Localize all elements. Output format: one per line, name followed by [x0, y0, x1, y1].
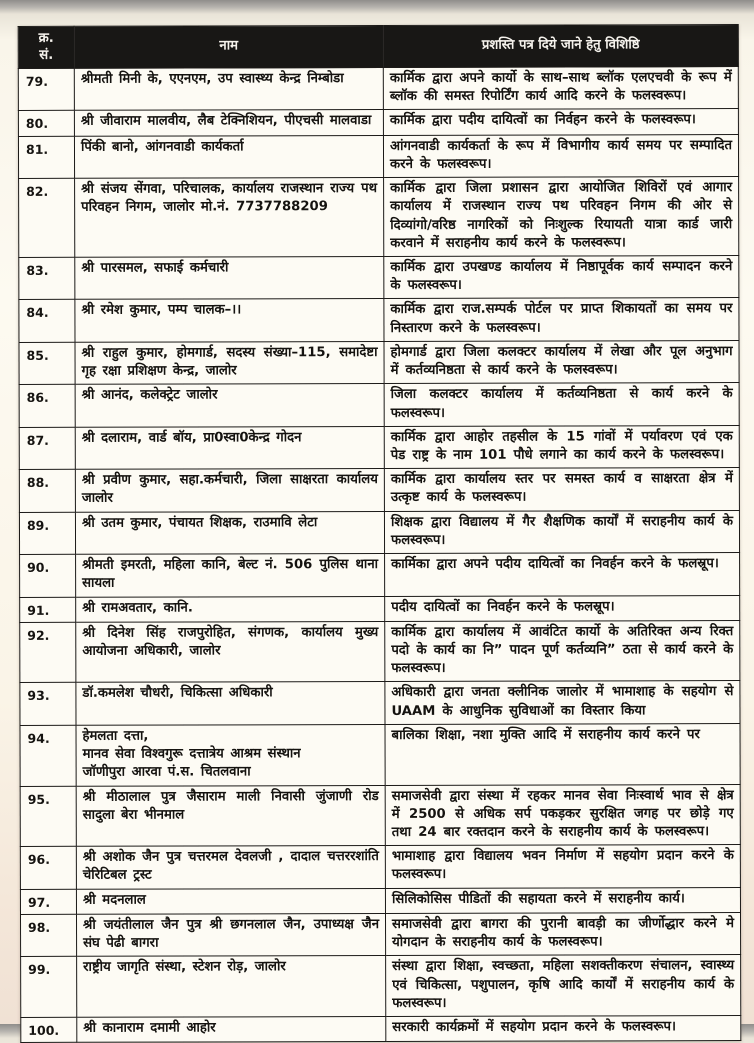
- row-name: श्रीमती इमरती, महिला कानि, बेल्ट नं. 506 पुलिस थाना सायला: [76, 554, 385, 597]
- table-row: [19, 340, 739, 384]
- row-citation-reason: कार्मिका द्वारा अपने पदीय दायित्वों का निवर्हन करने के फलस्रूप।: [385, 553, 740, 596]
- row-serial-number: 81.: [18, 136, 74, 179]
- row-name: श्री मीठालाल पुत्र जैसाराम माली निवासी जुंजाणी रोड सादुला बेरा भीनमाल: [76, 785, 385, 846]
- row-name: श्री राहुल कुमार, होमगार्ड, सदस्य संख्या–115, समादेष्टा गृह रक्षा प्रशिक्षण केन्द्र, जालोर: [75, 341, 384, 384]
- row-citation-reason: बालिका शिक्षा, नशा मुक्ति आदि में सराहनीय कार्य करने पर: [385, 723, 740, 785]
- table-row: [21, 955, 741, 1018]
- table-row: [20, 912, 740, 956]
- row-serial-number: 96.: [20, 846, 76, 889]
- table-row: [19, 256, 739, 300]
- row-citation-reason: कार्मिक द्वारा आहोर तहसील के 15 गांवों में पर्यावरण एवं एक पेड राष्ट्र के नाम 101 पौधे लगाने का कार्य करने के फलस्वरूप।: [384, 425, 739, 468]
- row-name: श्री पारसमल, सफाई कर्मचारी: [75, 256, 384, 299]
- table-row: [19, 177, 739, 258]
- row-serial-number: 84.: [19, 300, 75, 343]
- row-serial-number: 80.: [18, 111, 74, 136]
- row-serial-number: 92.: [20, 622, 76, 683]
- row-name: श्री आनंद, कलेक्ट्रेट जालोर: [75, 384, 384, 427]
- row-name: श्री जयंतीलाल जैन पुत्र श्री छगनलाल जैन, उपाध्यक्ष जैन संघ पेढी बागरा: [76, 913, 385, 956]
- row-citation-reason: अधिकारी द्वारा जनता क्लीनिक जालोर में भामाशाह के सहयोग से UAAM के आधुनिक सुविधाओं का विस्तार किया: [385, 681, 740, 724]
- row-citation-reason: कार्मिक द्वारा पदीय दायित्वों का निर्वहन करने के फलस्वरूप।: [383, 109, 738, 135]
- row-serial-number: 98.: [20, 914, 76, 957]
- row-name: श्री दलाराम, वार्ड बॉय, प्रा0स्वा0केन्द्र गोदन: [75, 426, 384, 469]
- table-row: [20, 887, 740, 914]
- header-row: [18, 25, 738, 69]
- row-name: श्री दिनेश सिंह राजपुरोहित, संगणक, कार्यालय मुख्य आयोजना अधिकारी, जालोर: [76, 621, 385, 682]
- row-citation-reason: समाजसेवी द्वारा बागरा की पुरानी बावड़ी का जीर्णोद्धार करने मे योगदान के सराहनीय कार्य के फलस्वरूप।: [385, 912, 740, 955]
- row-serial-number: 88.: [19, 469, 75, 512]
- row-serial-number: 86.: [19, 385, 75, 428]
- table-body: [18, 67, 741, 1043]
- row-serial-number: 82.: [19, 178, 75, 257]
- row-citation-reason: कार्मिक द्वारा कार्यालय में आवंटित कार्यो के अतिरिक्त अन्य रिक्त पदो के कार्य का नि” पादन पूर्ण कर्तव्यनि” ठता से कार्य करने के फलस्वरूप।: [385, 620, 740, 682]
- table-row: [20, 681, 740, 725]
- row-citation-reason: भामाशाह द्वारा विद्यालय भवन निर्माण में सहयोग प्रदान करने के फलस्वरूप।: [385, 845, 740, 888]
- table-row: [20, 845, 740, 889]
- row-citation-reason: जिला कलक्टर कार्यालय में कर्तव्यनिष्ठता से कार्य करने के फलस्वरूप।: [384, 383, 739, 426]
- row-citation-reason: आंगनवाडी कार्यकर्ता के रूप में विभागीय कार्य समय पर सम्पादित करने के फलस्वरूप।: [383, 134, 738, 177]
- table-header: [18, 25, 738, 69]
- row-citation-reason: संस्था द्वारा शिक्षा, स्वच्छता, महिला सशक्तीकरण संचालन, स्वास्थ्य एवं चिकित्सा, पशुपालन, कृषि आदि कार्यों में सराहनीय कार्य के फलस्वरूप।: [386, 955, 741, 1017]
- table-row: [19, 383, 739, 427]
- awards-table: [18, 24, 742, 1043]
- table-row: [19, 468, 739, 512]
- row-citation-reason: पदीय दायित्वों का निवर्हन करने के फलस्रूप।: [385, 595, 740, 621]
- row-citation-reason: कार्मिक द्वारा अपने कार्यो के साथ–साथ ब्लॉक एलएचवी के रूप में ब्लॉक की समस्त रिपोर्टिंग कार्य आदि करने के फलस्वरूप।: [383, 67, 738, 110]
- row-name: श्री प्रवीण कुमार, सहा.कर्मचारी, जिला साक्षरता कार्यालय जालोर: [75, 469, 384, 512]
- row-citation-reason: कार्मिक द्वारा उपखण्ड कार्यालय में निष्ठापूर्वक कार्य सम्पादन करने के फलस्वरूप।: [384, 256, 739, 299]
- row-citation-reason: सिलिकोसिस पीडितों की सहायता करने में सराहनीय कार्य।: [385, 887, 740, 913]
- header-serial-number: क्र. सं.: [18, 26, 74, 68]
- header-name: नाम: [74, 25, 383, 68]
- row-name: श्री कानाराम दमामी आहोर: [77, 1016, 386, 1042]
- row-name: पिंकी बानो, आंगनवाडी कार्यकर्ता: [74, 135, 383, 178]
- table-row: [18, 134, 738, 178]
- row-serial-number: 89.: [19, 512, 75, 555]
- table-row: [18, 109, 738, 136]
- header-citation-reason: प्रशस्ति पत्र दिये जाने हेतु विशिष्ठि: [383, 25, 738, 68]
- row-name: श्रीमती मिनी के, एएनएम, उप स्वास्थ्य केन्द्र निम्बोडा: [74, 67, 383, 110]
- row-citation-reason: शिक्षक द्वारा विद्यालय में गैर शैक्षणिक कार्यों में सराहनीय कार्य के फलस्वरूप।: [384, 510, 739, 553]
- table-row: [21, 1015, 741, 1042]
- row-serial-number: 94.: [20, 725, 76, 786]
- row-serial-number: 91.: [20, 597, 76, 622]
- row-serial-number: 87.: [19, 427, 75, 470]
- row-name: श्री रमेश कुमार, पम्प चालक–।।: [75, 299, 384, 342]
- row-serial-number: 90.: [20, 554, 76, 597]
- row-citation-reason: कार्मिक द्वारा कार्यालय स्तर पर समस्त कार्य व साक्षरता क्षेत्र में उत्कृष्ट कार्य के फलस्वरूप।: [384, 468, 739, 511]
- table-row: [20, 553, 740, 597]
- table-row: [18, 67, 738, 111]
- table-row: [20, 784, 740, 847]
- row-serial-number: 97.: [20, 889, 76, 914]
- table-row: [19, 298, 739, 342]
- row-citation-reason: कार्मिक द्वारा राज.सम्पर्क पोर्टल पर प्राप्त शिकायतों का समय पर निस्तारण करने के फलस्वरूप।: [384, 298, 739, 341]
- row-name: श्री रामअवतार, कानि.: [76, 596, 385, 622]
- row-serial-number: 85.: [19, 342, 75, 385]
- row-serial-number: 93.: [20, 683, 76, 726]
- row-name: श्री अशोक जैन पुत्र चत्तरमल देवलजी , दादाल चत्तररशांति चेरिटिबल ट्रस्ट: [76, 846, 385, 889]
- table-row: [19, 425, 739, 469]
- row-name: श्री मदनलाल: [76, 888, 385, 914]
- row-serial-number: 83.: [19, 257, 75, 300]
- row-name: श्री उतम कुमार, पंचायत शिक्षक, राउमावि लेटा: [75, 511, 384, 554]
- table-row: [20, 595, 740, 622]
- row-name: हेमलता दत्ता, मानव सेवा विश्वगुरू दत्तात्रेय आश्रम संस्थान जॉणीपुरा आरवा पं.स. चितलवाना: [76, 724, 385, 785]
- row-serial-number: 79.: [18, 68, 74, 111]
- table-row: [20, 723, 740, 786]
- table-row: [20, 620, 740, 683]
- row-citation-reason: समाजसेवी द्वारा संस्था में रहकर मानव सेवा निःस्वार्थ भाव से क्षेत्र में 2500 से अधिक सर्प पकड़कर सुरक्षित जगह पर छोड़े गए तथा 24 बार रक्तदान करने के सराहनीय कार्य के फलस्वरूप।: [385, 784, 740, 846]
- row-citation-reason: कार्मिक द्वारा जिला प्रशासन द्वारा आयोजित शिविरों एवं आगार कार्यालय में राजस्थान राज्य पथ परिवहन निगम की ओर से दिव्यांगो/वरिष्ठ नागरिकों को निःशुल्क रियायती यात्रा कार्ड जारी करवाने में सराहनीय कार्य करने के फलस्वरूप।: [384, 177, 739, 257]
- row-serial-number: 99.: [21, 957, 77, 1018]
- row-serial-number: 95.: [20, 786, 76, 847]
- row-name: श्री जीवाराम मालवीय, लैब टेक्निशियन, पीएचसी मालवाडा: [74, 110, 383, 136]
- row-citation-reason: होमगार्ड द्वारा जिला कलक्टर कार्यालय में लेखा और पूल अनुभाग में कर्तव्यनिष्ठता से कार्य करने के फलस्वरूप।: [384, 340, 739, 383]
- row-name: श्री संजय सेंगवा, परिचालक, कार्यालय राजस्थान राज्य पथ परिवहन निगम, जालोर मो.नं. 7737788209: [75, 178, 384, 258]
- row-name: डॉ.कमलेश चौधरी, चिकित्सा अधिकारी: [76, 682, 385, 725]
- row-name: राष्ट्रीय जागृति संस्था, स्टेशन रोड़, जालोर: [77, 956, 386, 1017]
- row-serial-number: 100.: [21, 1017, 77, 1042]
- row-citation-reason: सरकारी कार्यक्रमों में सहयोग प्रदान करने के फलस्वरूप।: [386, 1015, 741, 1041]
- table-row: [19, 510, 739, 554]
